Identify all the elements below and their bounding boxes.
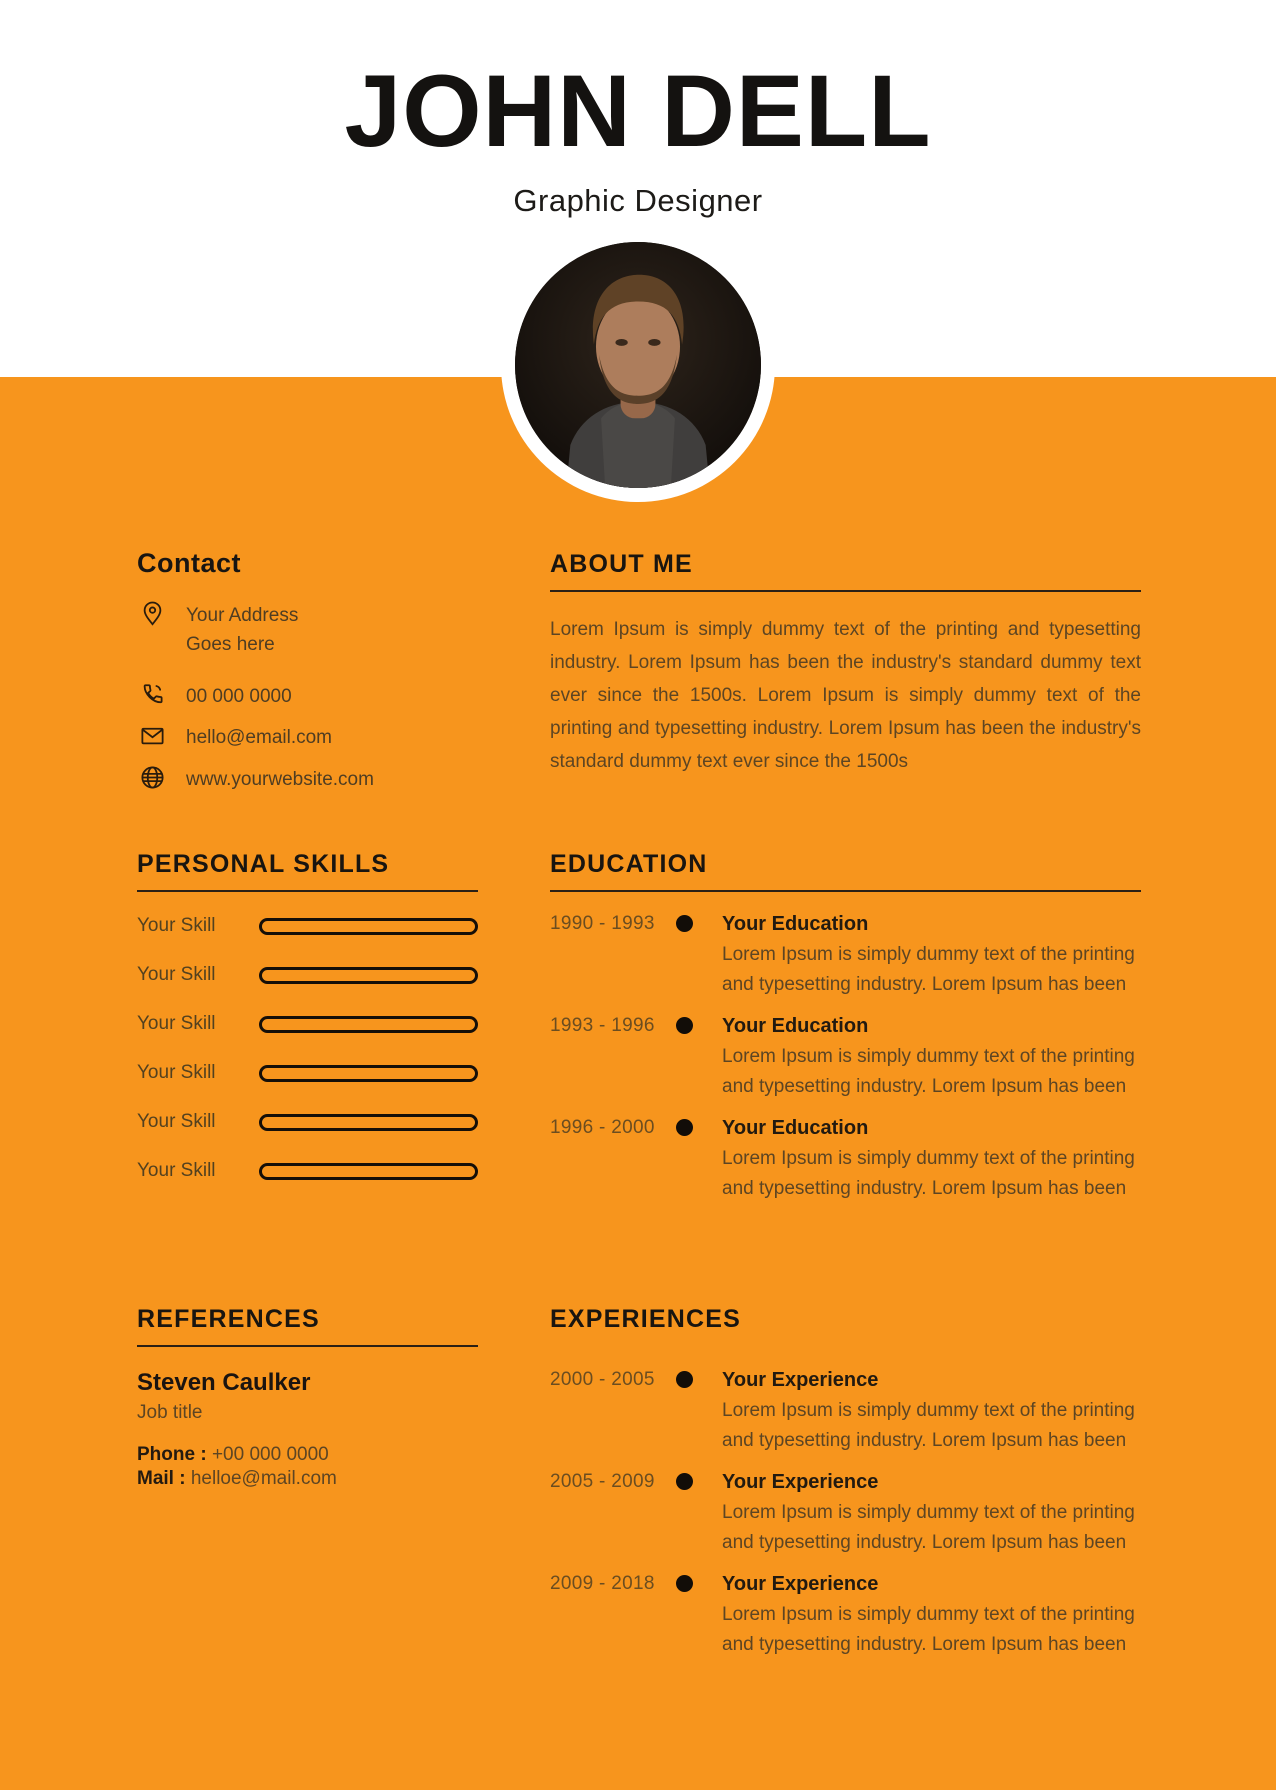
contact-email: hello@email.com xyxy=(186,727,333,748)
contact-address xyxy=(186,601,298,659)
timeline-bullet xyxy=(676,1473,693,1490)
skill-row xyxy=(137,1063,478,1083)
education-entries xyxy=(550,912,1141,1203)
contact-rows xyxy=(139,601,478,794)
experience-entries xyxy=(550,1368,1141,1659)
skill-row xyxy=(137,1161,478,1181)
entry-title: Your Education xyxy=(722,1117,869,1139)
contact-address-row xyxy=(139,601,478,659)
education-entry xyxy=(550,912,1141,999)
contact-address-line2: Goes here xyxy=(186,634,275,655)
contact-address-line1: Your Address xyxy=(186,605,299,626)
entry-title: Your Experience xyxy=(722,1369,879,1391)
skill-row xyxy=(137,916,478,936)
skill-bar xyxy=(259,1016,478,1033)
timeline-bullet xyxy=(676,1371,693,1388)
experiences-heading: EXPERIENCES xyxy=(550,1305,742,1333)
entry-title: Your Experience xyxy=(722,1573,879,1595)
reference-phone-line xyxy=(137,1443,478,1467)
entry-description: Lorem Ipsum is simply dummy text of the printing and typesetting industry. Lorem Ipsum has been xyxy=(722,1604,1135,1655)
about-section xyxy=(550,548,1141,778)
skill-label: Your Skill xyxy=(137,915,216,936)
entry-period: 1996 - 2000 xyxy=(550,1117,655,1138)
phone-icon xyxy=(139,681,166,708)
profile-photo-ring xyxy=(501,228,775,502)
entry-period: 2009 - 2018 xyxy=(550,1573,655,1594)
experiences-section xyxy=(550,1303,1141,1674)
references-heading: REFERENCES xyxy=(137,1303,478,1347)
entry-description: Lorem Ipsum is simply dummy text of the printing and typesetting industry. Lorem Ipsum has been xyxy=(722,1502,1135,1553)
skill-rows xyxy=(137,916,478,1181)
entry-description: Lorem Ipsum is simply dummy text of the printing and typesetting industry. Lorem Ipsum has been xyxy=(722,944,1135,995)
skill-bar xyxy=(259,1065,478,1082)
references-section xyxy=(137,1303,478,1491)
reference-phone-value: +00 000 0000 xyxy=(211,1444,329,1465)
skill-row xyxy=(137,1014,478,1034)
about-text: Lorem Ipsum is simply dummy text of the printing and typesetting industry. Lorem Ipsum has been the industry's standard dummy text ever since the 1500s. Lorem Ipsum is simply dummy text of the printing and typesetting industry. Lorem Ipsum has been the industry's standard dummy text ever since the 1500s xyxy=(550,619,1141,772)
contact-heading: Contact xyxy=(137,548,241,578)
skill-label: Your Skill xyxy=(137,1160,216,1181)
skill-label: Your Skill xyxy=(137,1111,216,1132)
reference-mail-label: Mail : xyxy=(137,1468,186,1489)
education-section xyxy=(550,848,1141,1218)
entry-description: Lorem Ipsum is simply dummy text of the printing and typesetting industry. Lorem Ipsum has been xyxy=(722,1148,1135,1199)
entry-title: Your Experience xyxy=(722,1471,879,1493)
entry-period: 1990 - 1993 xyxy=(550,913,655,934)
education-heading: EDUCATION xyxy=(550,848,1141,892)
entry-period: 2005 - 2009 xyxy=(550,1471,655,1492)
education-entry xyxy=(550,1014,1141,1101)
portrait-illustration xyxy=(515,242,761,488)
contact-section xyxy=(137,548,478,807)
contact-phone-row xyxy=(139,682,478,711)
about-heading: ABOUT ME xyxy=(550,548,1141,592)
person-job-title: Graphic Designer xyxy=(513,183,763,218)
skill-bar xyxy=(259,1114,478,1131)
profile-photo xyxy=(515,242,761,488)
reference-job-title: Job title xyxy=(137,1402,203,1423)
reference-mail-value: helloe@mail.com xyxy=(190,1468,337,1489)
experience-entry xyxy=(550,1368,1141,1455)
timeline-bullet xyxy=(676,1017,693,1034)
entry-title: Your Education xyxy=(722,1015,869,1037)
skill-label: Your Skill xyxy=(137,964,216,985)
email-icon xyxy=(139,722,166,749)
experience-entry xyxy=(550,1470,1141,1557)
skills-section xyxy=(137,848,478,1210)
skill-bar xyxy=(259,1163,478,1180)
education-entry xyxy=(550,1116,1141,1203)
skill-label: Your Skill xyxy=(137,1062,216,1083)
contact-phone: 00 000 0000 xyxy=(186,686,292,707)
entry-period: 1993 - 1996 xyxy=(550,1015,655,1036)
person-name: JOHN DELL xyxy=(344,54,932,168)
entry-description: Lorem Ipsum is simply dummy text of the printing and typesetting industry. Lorem Ipsum has been xyxy=(722,1400,1135,1451)
contact-website-row xyxy=(139,765,478,794)
entry-period: 2000 - 2005 xyxy=(550,1369,655,1390)
location-icon xyxy=(139,600,166,627)
timeline-bullet xyxy=(676,1119,693,1136)
contact-email-row xyxy=(139,723,478,752)
contact-website: www.yourwebsite.com xyxy=(186,769,374,790)
skill-label: Your Skill xyxy=(137,1013,216,1034)
entry-description: Lorem Ipsum is simply dummy text of the printing and typesetting industry. Lorem Ipsum has been xyxy=(722,1046,1135,1097)
skills-heading: PERSONAL SKILLS xyxy=(137,848,478,892)
reference-mail-line xyxy=(137,1467,478,1491)
reference-name: Steven Caulker xyxy=(137,1369,311,1396)
website-icon xyxy=(139,764,166,791)
reference-phone-label: Phone : xyxy=(137,1444,207,1465)
experience-entry xyxy=(550,1572,1141,1659)
entry-title: Your Education xyxy=(722,913,869,935)
skill-bar xyxy=(259,967,478,984)
timeline-bullet xyxy=(676,1575,693,1592)
timeline-bullet xyxy=(676,915,693,932)
skill-bar xyxy=(259,918,478,935)
skill-row xyxy=(137,1112,478,1132)
skill-row xyxy=(137,965,478,985)
